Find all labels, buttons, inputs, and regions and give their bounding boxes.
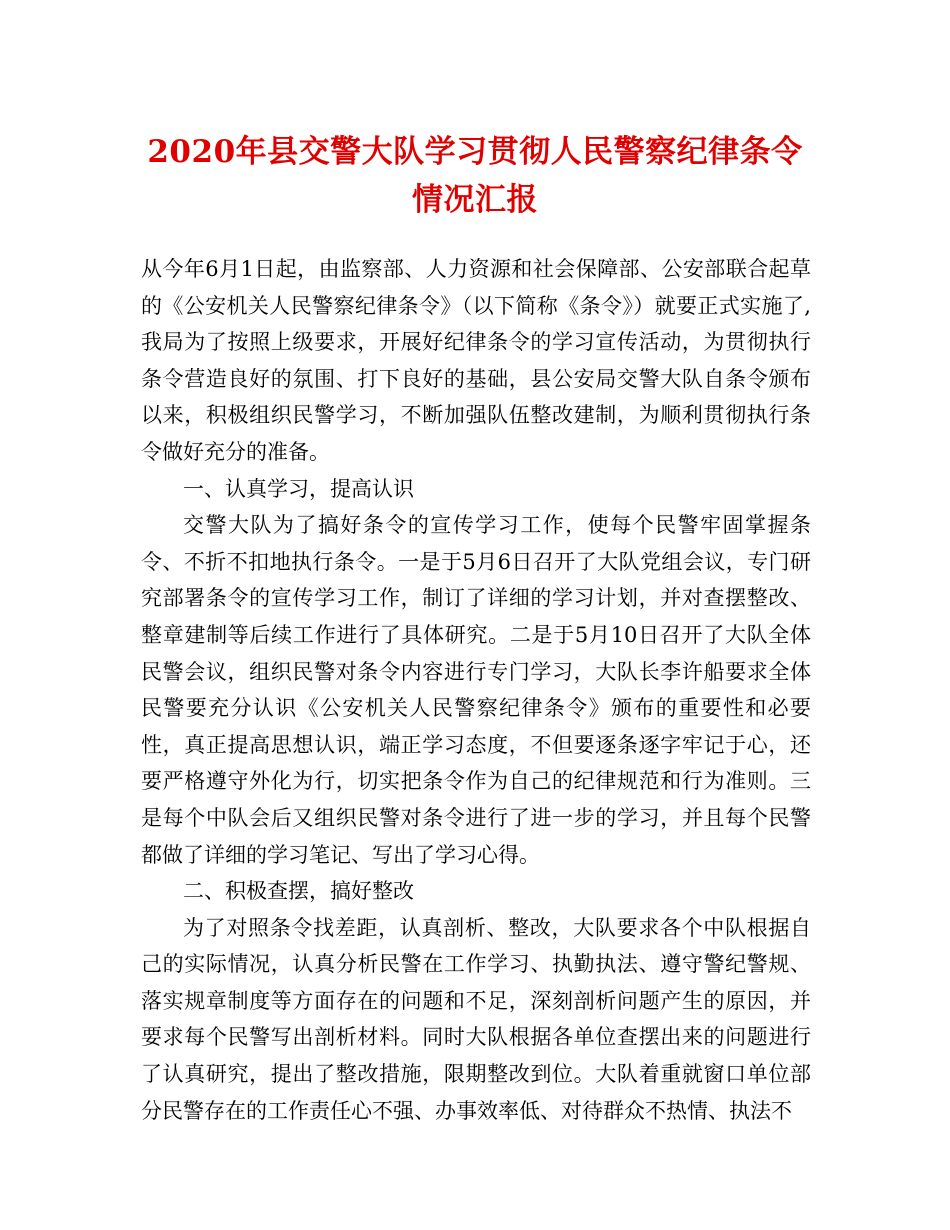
section-heading-1: 一、认真学习，提高认识: [183, 476, 414, 501]
section-2-paragraph: 为了对照条令找差距，认真剖析、整改，大队要求各个中队根据自己的实际情况，认真分析民警在工作学习、执勤执法、遵守警纪警规、落实规章制度等方面存在的问题和不足，深刻剖析问题产生的原因，并要求每个民警写出剖析材料。同时大队根据各单位查摆出来的问题进行了认真研究，提出了整改措施，限期整改到位。大队着重就窗口单位部分民警存在的工作责任心不强、办事效率低、对待群众不热情、执法不: [141, 915, 811, 1123]
intro-paragraph: 从今年6月1日起，由监察部、人力资源和社会保障部、公安部联合起草的《公安机关人民警察纪律条令》（以下简称《条令》）就要正式实施了,我局为了按照上级要求，开展好纪律条令的学习宣传活动，为贯彻执行条令营造良好的氛围、打下良好的基础，县公安局交警大队自条令颁布以来，积极组织民警学习，不断加强队伍整改建制，为顺利贯彻执行条令做好充分的准备。: [141, 257, 811, 464]
section-heading-2: 二、积极查摆，搞好整改: [183, 879, 414, 904]
section-1-paragraph: 交警大队为了搞好条令的宣传学习工作，使每个民警牢固掌握条令、不折不扣地执行条令。一是于5月6日召开了大队党组会议，专门研究部署条令的宣传学习工作，制订了详细的学习计划，并对查摆整改、整章建制等后续工作进行了具体研究。二是于5月10日召开了大队全体民警会议，组织民警对条令内容进行专门学习，大队长李许船要求全体民警要充分认识《公安机关人民警察纪律条令》颁布的重要性和必要性，真正提高思想认识，端正学习态度，不但要逐条逐字牢记于心，还要严格遵守外化为行，切实把条令作为自己的纪律规范和行为准则。三是每个中队会后又组织民警对条令进行了进一步的学习，并且每个民警都做了详细的学习笔记、写出了学习心得。: [141, 513, 811, 867]
document-title: 2020年县交警大队学习贯彻人民警察纪律条令情况汇报: [147, 134, 803, 218]
document-body: [141, 251, 811, 1129]
